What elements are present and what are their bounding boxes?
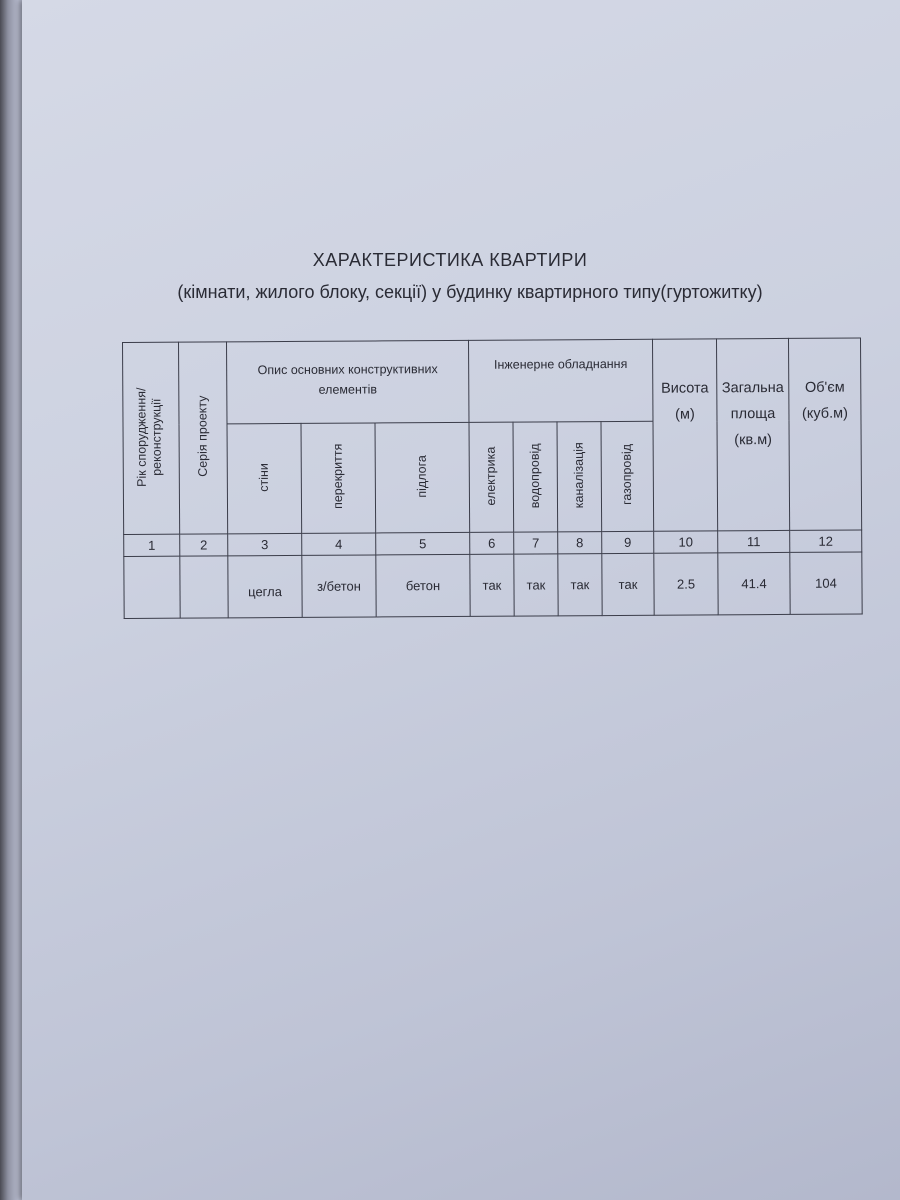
header-walls-cell <box>227 423 302 533</box>
header-walls: стіни <box>256 462 271 492</box>
apartment-characteristics-table <box>122 337 862 638</box>
header-year: Рік спорудження/ реконструкції <box>133 387 164 487</box>
header-gas: газопровід <box>619 444 635 506</box>
value-height: 2.5 <box>654 553 718 615</box>
header-water-cell <box>513 422 558 532</box>
column-number: 2 <box>180 534 228 556</box>
value-year <box>124 556 180 618</box>
header-series: Серія проекту <box>195 395 210 478</box>
header-floors-between: перекриття <box>330 444 346 510</box>
header-volume: Об'єм (куб.м) <box>789 338 862 530</box>
characteristics-table <box>122 337 863 619</box>
value-water: так <box>514 554 558 616</box>
header-construction-group: Опис основних конструктивних елементів <box>227 340 469 423</box>
value-floors-between: з/бетон <box>302 555 376 617</box>
table-row <box>124 552 862 619</box>
value-area: 41.4 <box>718 552 790 614</box>
header-electricity: електрика <box>483 446 499 506</box>
value-walls: цегла <box>228 555 302 617</box>
value-sewer: так <box>558 554 602 616</box>
value-electricity: так <box>470 554 514 616</box>
column-number: 12 <box>790 530 862 552</box>
value-gas: так <box>602 553 654 615</box>
header-floor: підлога <box>414 454 429 498</box>
header-electricity-cell <box>469 422 514 532</box>
header-water: водопровід <box>527 443 543 508</box>
header-series-cell <box>179 342 228 534</box>
column-number: 9 <box>602 531 654 553</box>
column-number: 5 <box>376 532 470 555</box>
column-number: 3 <box>228 533 302 555</box>
value-volume: 104 <box>790 552 862 614</box>
column-number: 6 <box>470 532 514 554</box>
value-series <box>180 556 228 618</box>
header-year-cell <box>123 342 180 534</box>
header-area: Загальна площа (кв.м) <box>717 338 790 530</box>
value-floor: бетон <box>376 554 470 617</box>
column-number: 8 <box>558 532 602 554</box>
column-number: 1 <box>124 534 180 556</box>
header-sewer: каналізація <box>571 442 587 509</box>
document-subtitle: (кімнати, жилого блоку, секції) у будинку квартирного типу(гуртожитку) <box>177 282 763 302</box>
column-number: 10 <box>654 531 718 553</box>
header-floor-cell <box>375 422 470 533</box>
header-sewer-cell <box>557 422 602 532</box>
document-title: ХАРАКТЕРИСТИКА КВАРТИРИ <box>312 250 588 270</box>
column-number: 11 <box>718 530 790 552</box>
header-engineering-group: Інженерне обладнання <box>468 339 653 422</box>
column-number: 4 <box>302 533 376 555</box>
column-number: 7 <box>514 532 558 554</box>
header-height: Висота (м) <box>653 339 718 531</box>
header-floors-between-cell <box>301 423 376 533</box>
header-gas-cell <box>601 421 654 531</box>
